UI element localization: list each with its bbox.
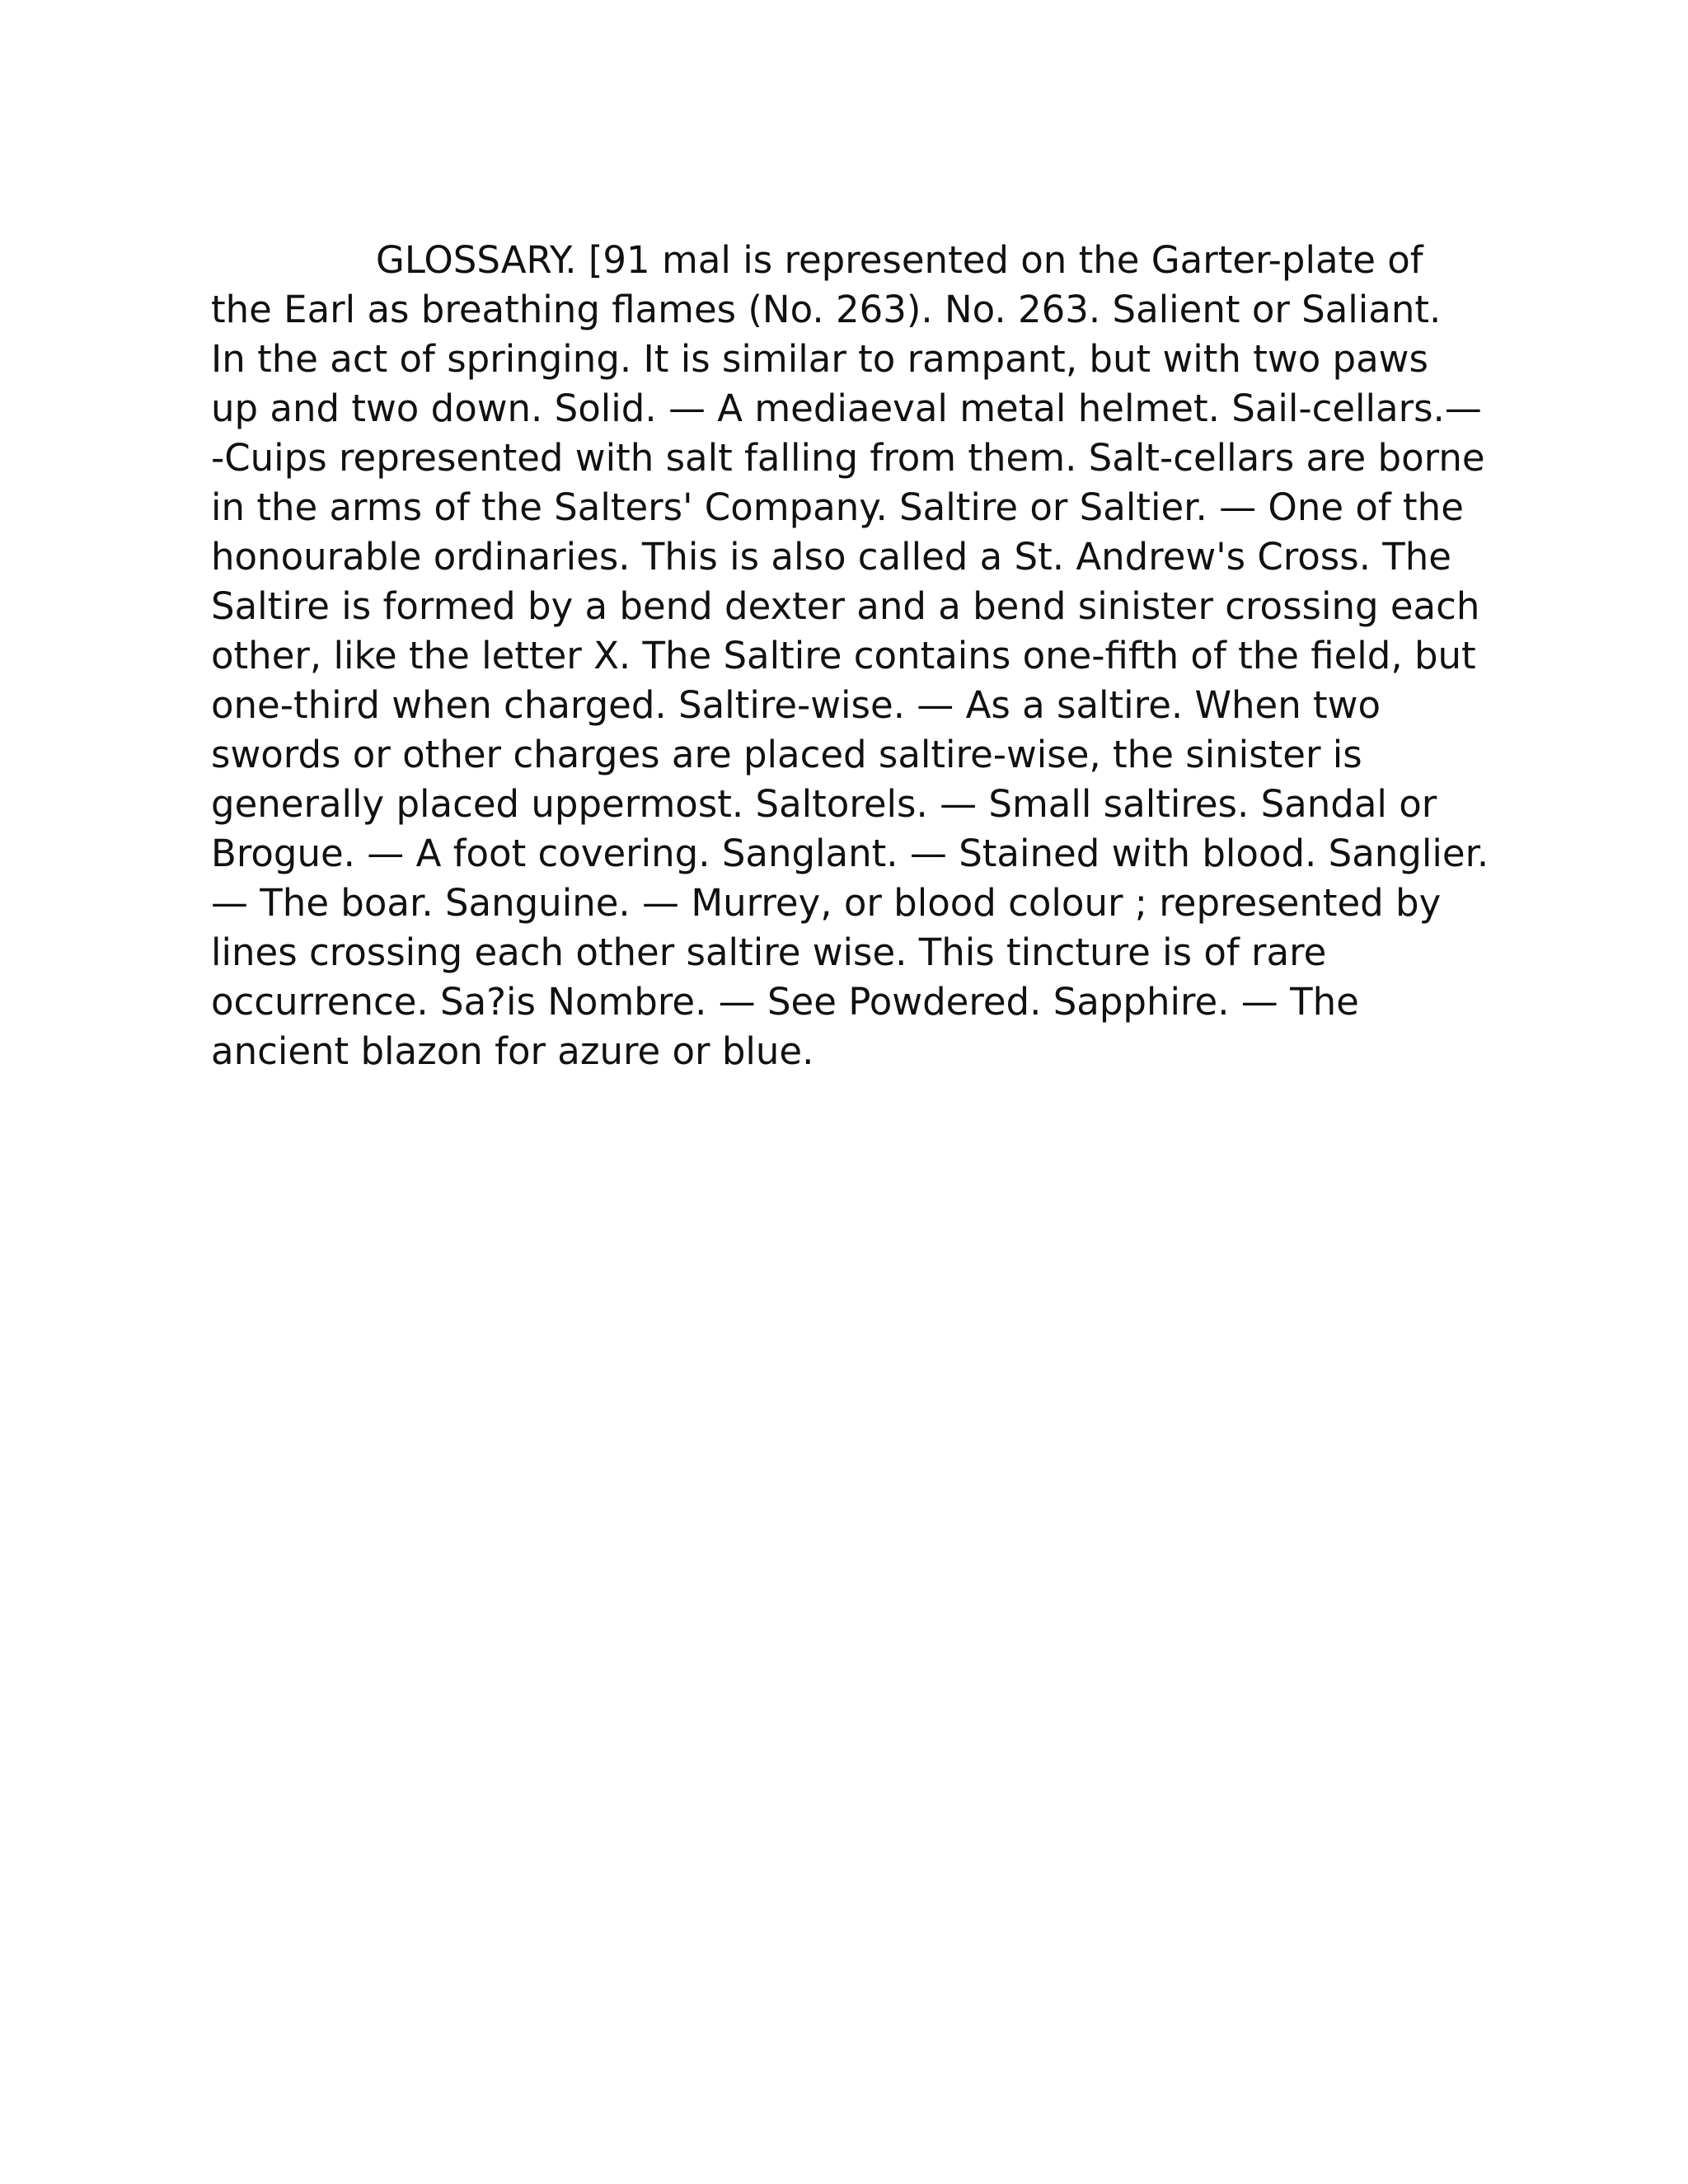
text-line: the Earl as breathing flames (No. 263). No. 263. Salient or Saliant. [211, 288, 1442, 331]
text-line: In the act of springing. It is similar to rampant, but with two paws [211, 337, 1428, 381]
text-line: lines crossing each other saltire wise. This tincture is of rare [211, 930, 1327, 974]
glossary-text [211, 236, 1489, 1076]
text-line: swords or other charges are placed saltire-wise, the sinister is [211, 733, 1362, 776]
text-line: -Cuips represented with salt falling from them. Salt-cellars are borne [211, 436, 1485, 480]
text-line: in the arms of the Salters' Company. Saltire or Saltier. — One of the [211, 485, 1464, 529]
text-line: other, like the letter X. The Saltire contains one-fifth of the field, but [211, 634, 1476, 677]
text-line: — The boar. Sanguine. — Murrey, or blood colour ; represented by [211, 881, 1442, 925]
text-line: Saltire is formed by a bend dexter and a bend sinister crossing each [211, 584, 1480, 628]
text-line: up and two down. Solid. — A mediaeval metal helmet. Sail-cellars.— [211, 387, 1482, 430]
text-line: GLOSSARY. [91 mal is represented on the Garter-plate of [376, 238, 1423, 282]
text-line: generally placed uppermost. Saltorels. — Small saltires. Sandal or [211, 782, 1437, 826]
text-line: honourable ordinaries. This is also called a St. Andrew's Cross. The [211, 535, 1451, 579]
text-line: ancient blazon for azure or blue. [211, 1029, 814, 1073]
text-line: one-third when charged. Saltire-wise. — As a saltire. When two [211, 683, 1381, 727]
text-line: occurrence. Sa?is Nombre. — See Powdered. Sapphire. — The [211, 980, 1359, 1024]
text-line: Brogue. — A foot covering. Sanglant. — Stained with blood. Sanglier. [211, 832, 1489, 875]
